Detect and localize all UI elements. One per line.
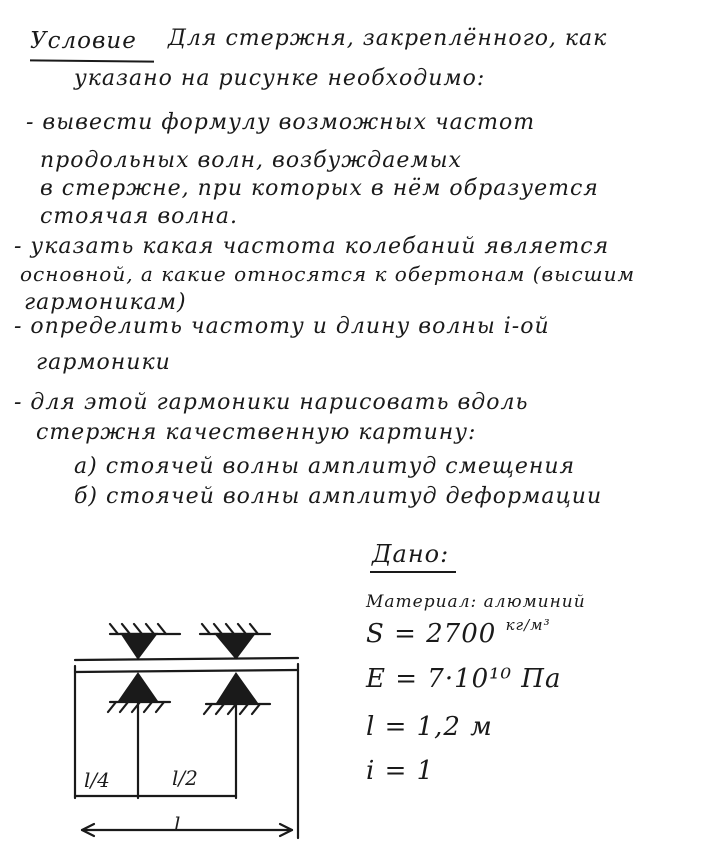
heading-underline	[30, 59, 154, 62]
text-line-11: гармоники	[36, 350, 171, 375]
text-line-9: гармоникам)	[24, 290, 187, 315]
label-half: l/2	[172, 766, 198, 790]
text-line-6: стоячая волна.	[40, 204, 239, 229]
label-total: l	[174, 812, 181, 836]
label-quarter: l/4	[84, 768, 110, 792]
given-length: l = 1,2 м	[366, 712, 493, 742]
support-2-top-wedge	[216, 634, 254, 658]
rod-diagram	[70, 620, 300, 850]
rod-top-edge	[75, 658, 298, 660]
rod-bottom-edge	[75, 670, 298, 672]
text-line-15: б) стоячей волны амплитуд деформации	[74, 484, 603, 509]
text-line-10: - определить частоту и длину волны i-ой	[14, 314, 550, 339]
given-material: Материал: алюминий	[366, 592, 586, 612]
given-heading: Дано:	[372, 540, 450, 568]
density-unit: кг/м³	[505, 616, 551, 634]
given-modulus: E = 7·10¹⁰ Па	[366, 664, 562, 694]
density-value: 2700	[426, 619, 497, 649]
support-1-bottom-wedge	[120, 674, 156, 700]
text-line-1: Для стержня, закреплённого, как	[168, 26, 608, 51]
density-symbol: S =	[366, 619, 417, 649]
text-line-12: - для этой гармоники нарисовать вдоль	[14, 390, 529, 415]
text-line-8: основной, а какие относятся к обертонам (высшим	[20, 262, 636, 286]
support-1-top-wedge	[122, 634, 156, 658]
support-2-bottom-wedge	[218, 674, 256, 702]
text-line-14: а) стоячей волны амплитуд смещения	[74, 454, 576, 479]
heading-condition: Условие	[30, 28, 137, 54]
text-line-5: в стержне, при которых в нём образуется	[40, 176, 599, 201]
given-harmonic: i = 1	[366, 756, 435, 786]
text-line-2: указано на рисунке необходимо:	[74, 66, 486, 91]
text-line-3: - вывести формулу возможных частот	[26, 110, 536, 135]
text-line-4: продольных волн, возбуждаемых	[40, 148, 462, 173]
given-heading-underline	[370, 571, 456, 573]
text-line-7: - указать какая частота колебаний является	[14, 234, 610, 259]
given-density	[366, 616, 551, 649]
text-line-13: стержня качественную картину:	[36, 420, 477, 445]
